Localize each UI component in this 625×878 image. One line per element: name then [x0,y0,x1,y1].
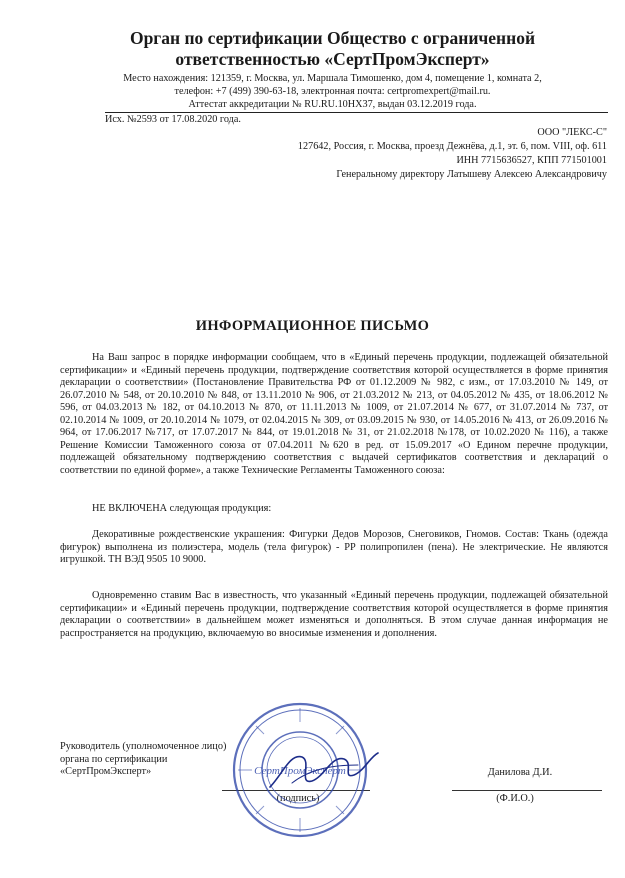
not-included-line: НЕ ВКЛЮЧЕНА следующая продукция: [92,503,272,514]
recipient-tax-ids: ИНН 7715636527, КПП 771501001 [456,155,607,166]
handwritten-signature [262,735,382,800]
org-title-line1: Орган по сертификации Общество с ограниченной [129,28,536,48]
org-title [60,28,605,70]
body-paragraph-3: Одновременно ставим Вас в известность, что указанный «Единый перечень продукции, подлежащей обязательной сертификации» и «Единый перечень продукции, подтверждение соответствия которой осуществляется в форме принятия декларации о соответствии» в дальнейшем может изменяться и дополняться. В этом случае данная информация не распространяется на продукцию, включаемую во вносимые изменения и дополнения. [60,590,608,639]
header-divider [105,112,608,113]
outgoing-number: Исх. №2593 от 17.08.2020 года. [105,114,241,125]
recipient-addressee: Генеральному директору Латышеву Алексею Александровичу [336,169,607,180]
name-caption: (Ф.И.О.) [496,793,534,804]
product-description: Декоративные рождественские украшения: Фигурки Дедов Морозов, Снеговиков, Гномов. Состав: Ткань (одежда фигурок) выполнена из полиэстера, модель (тела фигурок) - PP полипропилен (пена). Не электрические. Не являются игрушкой. ТН ВЭД 9505 10 9000. [60,529,608,565]
org-contacts: телефон: +7 (499) 390-63-18, электронная почта: certpromexpert@mail.ru. [174,86,491,97]
org-accreditation: Аттестат аккредитации № RU.RU.10НХ37, выдан 03.12.2019 года. [188,99,477,110]
stamp-center-text: СертПромЭксперт [254,765,346,777]
body-paragraph-1: На Ваш запрос в порядке информации сообщаем, что в «Единый перечень продукции, подлежащей обязательной сертификации» и «Единый перечень продукции, подтверждение соответствия которой осуществляется в форме принятия декларации о соответствии» (Постановление Правительства РФ от 01.12.2009 № 982, с изм., от 17.03.2010 № 149, от 26.07.2010 № 548, от 20.10.2010 № 848, от 13.11.2010 № 906, от 21.03.2012 № 213, от 04.05.2012 № 435, от 18.06.2012 № 596, от 04.03.2013 № 182, от 04.10.2013 № 870, от 11.11.2013 № 1009, от 21.07.2014 № 677, от 31.07.2014 № 737, от 02.10.2014 № 1009, от 20.10.2014 № 1079, от 02.04.2015 № 309, от 03.09.2015 № 930, от 14.05.2016 № 413, от 26.09.2016 № 964, от 17.06.2017 №717, от 17.07.2017 № 844, от 19.01.2018 № 31, от 21.02.2018 №178, от 10.02.2020 № 116), а также Решение Комиссии Таможенного союза от 07.04.2011 №620 в ред. от 15.09.2017 «О Едином перечне продукции, подлежащей обязательному подтверждению соответствия с выдачей сертификатов соответствия и деклараций о соответствии по единой форме», а также Технические Регламенты Таможенного союза: [60,352,608,476]
signature-caption: (подпись) [276,793,320,804]
org-address: Место нахождения: 121359, г. Москва, ул. Маршала Тимошенко, дом 4, помещение 1, комната 2, [123,73,542,84]
name-line [452,790,602,791]
signatory-role: Руководитель (уполномоченное лицо) органа по сертификации «СертПромЭксперт» [60,741,227,777]
recipient-address: 127642, Россия, г. Москва, проезд Дежнёва, д.1, эт. 6, пом. VIII, оф. 611 [297,141,607,152]
signatory-name: Данилова Д.И. [487,767,553,778]
document-title: ИНФОРМАЦИОННОЕ ПИСЬМО [195,318,430,334]
org-title-line2: ответственностью «СертПромЭксперт» [175,49,490,69]
recipient-company: ООО "ЛЕКС-С" [537,127,607,138]
